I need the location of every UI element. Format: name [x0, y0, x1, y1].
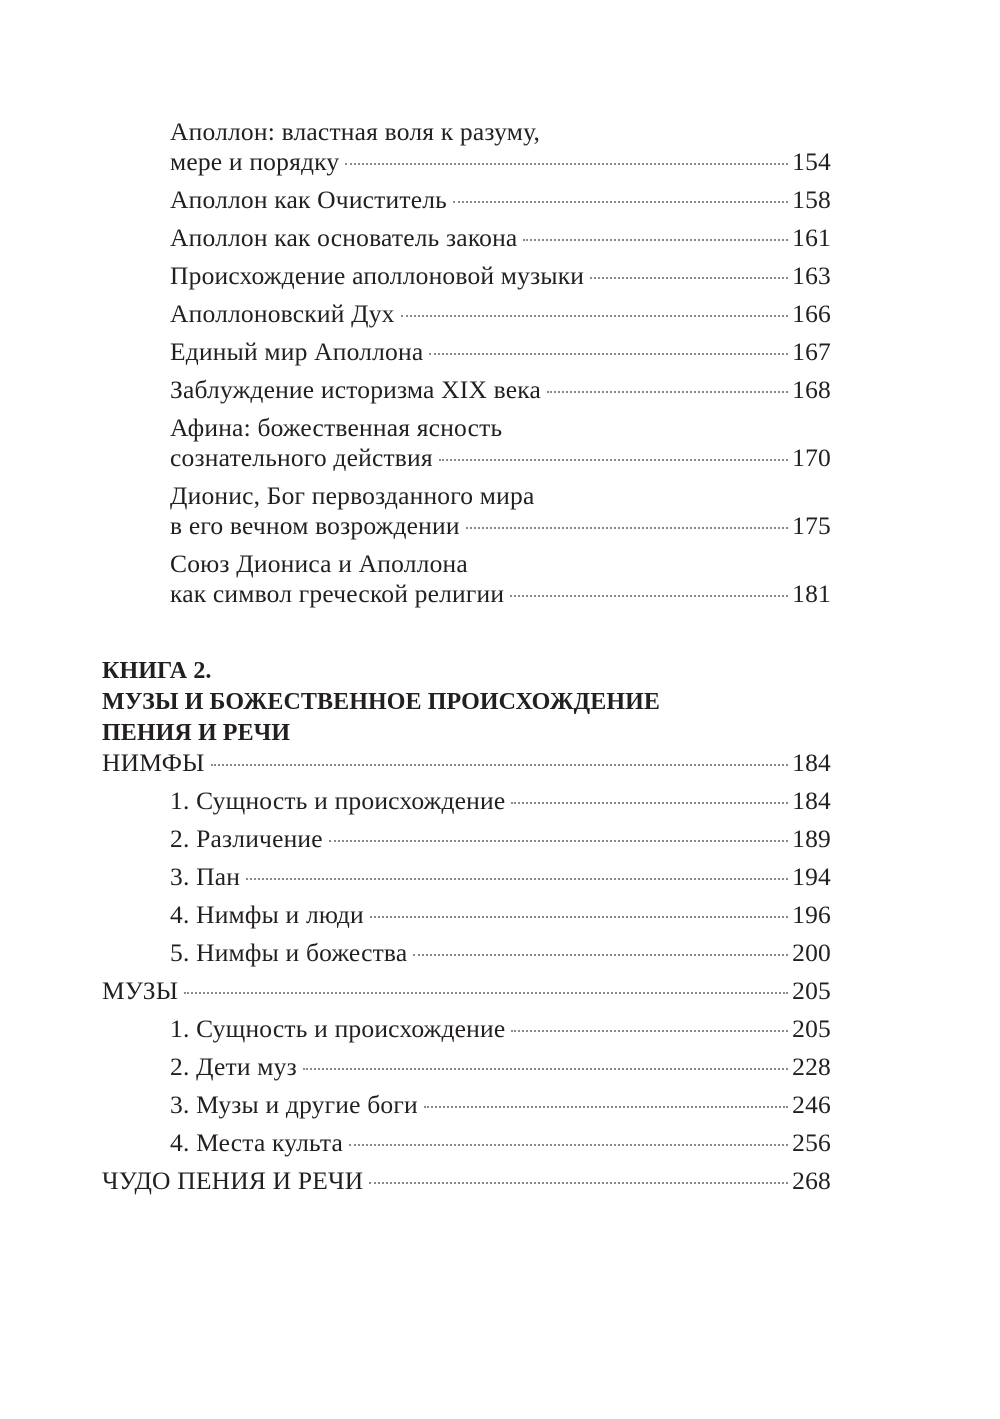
page-number: 181 [792, 579, 831, 608]
dot-leader [370, 916, 788, 918]
toc-entry-title: 4. Нимфы и люди [170, 900, 364, 929]
toc-entry-row [170, 1015, 831, 1053]
toc-entry[interactable] [170, 787, 831, 825]
dot-leader [345, 163, 788, 165]
toc-entry[interactable] [170, 901, 831, 939]
toc-entry-title: мере и порядку [170, 147, 340, 176]
toc-entry-row [170, 338, 831, 368]
toc-entry[interactable] [170, 550, 831, 610]
page-number: 196 [792, 900, 831, 929]
toc-entry-title: Единый мир Аполлона [170, 337, 424, 366]
toc-entry-title: Аполлон как основатель закона [170, 223, 518, 252]
dot-leader [211, 764, 789, 766]
toc-entry-title-line: Афина: божественная ясность [170, 413, 503, 442]
book-heading-line: КНИГА 2. [102, 658, 212, 684]
toc-entry-row [102, 749, 831, 787]
toc-entry-row [170, 300, 831, 330]
dot-leader [424, 1106, 788, 1108]
page-number: 163 [792, 261, 831, 290]
page-number: 175 [792, 511, 831, 540]
dot-leader [453, 201, 788, 203]
toc-entry-title: в его вечном возрождении [170, 511, 460, 540]
toc-entry[interactable] [170, 300, 831, 330]
dot-leader [511, 1030, 788, 1032]
dot-leader [547, 391, 788, 393]
toc-entry-title: 1. Сущность и происхождение [170, 786, 506, 815]
toc-entry-row [170, 1053, 831, 1091]
page-number: 168 [792, 375, 831, 404]
toc-entry-title-line: Аполлон: властная воля к разуму, [170, 117, 541, 146]
toc-entry-title: 1. Сущность и происхождение [170, 1014, 506, 1043]
table-of-contents [102, 118, 831, 1205]
toc-entry[interactable] [170, 338, 831, 368]
page-number: 200 [792, 938, 831, 967]
toc-entry-row [102, 977, 831, 1015]
toc-section-muses[interactable] [102, 977, 831, 1015]
book-heading-line: МУЗЫ И БОЖЕСТВЕННОЕ ПРОИСХОЖДЕНИЕ [102, 689, 661, 715]
toc-entry-row [170, 512, 831, 542]
toc-entry-row [170, 444, 831, 474]
toc-entry-title: сознательного действия [170, 443, 433, 472]
toc-entry-row [170, 224, 831, 254]
toc-entry-row [170, 825, 831, 863]
page-number: 205 [792, 1014, 831, 1043]
toc-entry-title: 4. Места культа [170, 1128, 344, 1157]
toc-entry-title: Происхождение аполлоновой музыки [170, 261, 585, 290]
toc-section-title: НИМФЫ [102, 748, 205, 777]
page-number: 246 [792, 1090, 831, 1119]
page-number: 228 [792, 1052, 831, 1081]
toc-entry[interactable] [170, 1053, 831, 1091]
toc-section-title: МУЗЫ [102, 976, 179, 1005]
dot-leader [429, 353, 788, 355]
toc-section-title: ЧУДО ПЕНИЯ И РЕЧИ [102, 1166, 364, 1195]
toc-entry-title: Заблуждение историзма XIX века [170, 375, 541, 404]
dot-leader [466, 527, 788, 529]
page-number: 170 [792, 443, 831, 472]
dot-leader [590, 277, 788, 279]
page-number: 167 [792, 337, 831, 366]
toc-entry[interactable] [170, 1015, 831, 1053]
toc-entry[interactable] [170, 262, 831, 292]
toc-entry-title: 3. Пан [170, 862, 241, 891]
page-number: 205 [792, 976, 831, 1005]
toc-entry[interactable] [170, 224, 831, 254]
toc-entry[interactable] [170, 414, 831, 474]
dot-leader [184, 992, 788, 994]
toc-entry[interactable] [170, 376, 831, 406]
toc-entry[interactable] [170, 118, 831, 178]
toc-entry-row [170, 262, 831, 292]
page-number: 256 [792, 1128, 831, 1157]
toc-entry-row [170, 901, 831, 939]
toc-entry-title: 3. Музы и другие боги [170, 1090, 418, 1119]
toc-entry-title-line: Дионис, Бог первозданного мира [170, 481, 535, 510]
dot-leader [401, 315, 789, 317]
toc-entry-row [170, 863, 831, 901]
toc-section-miracle[interactable] [102, 1167, 831, 1205]
toc-entry-row [170, 1129, 831, 1167]
toc-entry-row [170, 148, 831, 178]
dot-leader [413, 954, 788, 956]
page-number: 154 [792, 147, 831, 176]
dot-leader [246, 878, 788, 880]
toc-entry-title: как символ греческой религии [170, 579, 505, 608]
dot-leader [511, 802, 788, 804]
toc-entry[interactable] [170, 482, 831, 542]
page-number: 166 [792, 299, 831, 328]
toc-entry[interactable] [170, 863, 831, 901]
toc-entry-title-line: Союз Диониса и Аполлона [170, 549, 468, 578]
toc-entry-row [170, 939, 831, 977]
book-heading-line: ПЕНИЯ И РЕЧИ [102, 720, 291, 746]
toc-entry-title: Аполлоновский Дух [170, 299, 395, 328]
toc-entry-row [170, 1091, 831, 1129]
dot-leader [329, 840, 788, 842]
toc-entry[interactable] [170, 1129, 831, 1167]
page-number: 184 [792, 748, 831, 777]
page-number: 161 [792, 223, 831, 252]
dot-leader [523, 239, 788, 241]
page-number: 194 [792, 862, 831, 891]
toc-section-nymphs[interactable] [102, 749, 831, 787]
toc-entry-row [170, 580, 831, 610]
toc-entry-title: 2. Различение [170, 824, 323, 853]
toc-entry-row [102, 1167, 831, 1205]
page-number: 268 [792, 1166, 831, 1195]
dot-leader [349, 1144, 788, 1146]
toc-entry-title: Аполлон как Очиститель [170, 185, 447, 214]
page-number: 189 [792, 824, 831, 853]
toc-entry-title: 5. Нимфы и божества [170, 938, 408, 967]
dot-leader [439, 459, 788, 461]
dot-leader [303, 1068, 788, 1070]
dot-leader [369, 1182, 788, 1184]
toc-entry[interactable] [170, 825, 831, 863]
page-number: 158 [792, 185, 831, 214]
book-heading [102, 656, 831, 749]
toc-entry-row [170, 186, 831, 216]
toc-entry[interactable] [170, 939, 831, 977]
toc-entry-title: 2. Дети муз [170, 1052, 297, 1081]
dot-leader [510, 595, 788, 597]
toc-entry[interactable] [170, 186, 831, 216]
toc-entry[interactable] [170, 1091, 831, 1129]
toc-entry-row [170, 787, 831, 825]
toc-entry-row [170, 376, 831, 406]
page-number: 184 [792, 786, 831, 815]
